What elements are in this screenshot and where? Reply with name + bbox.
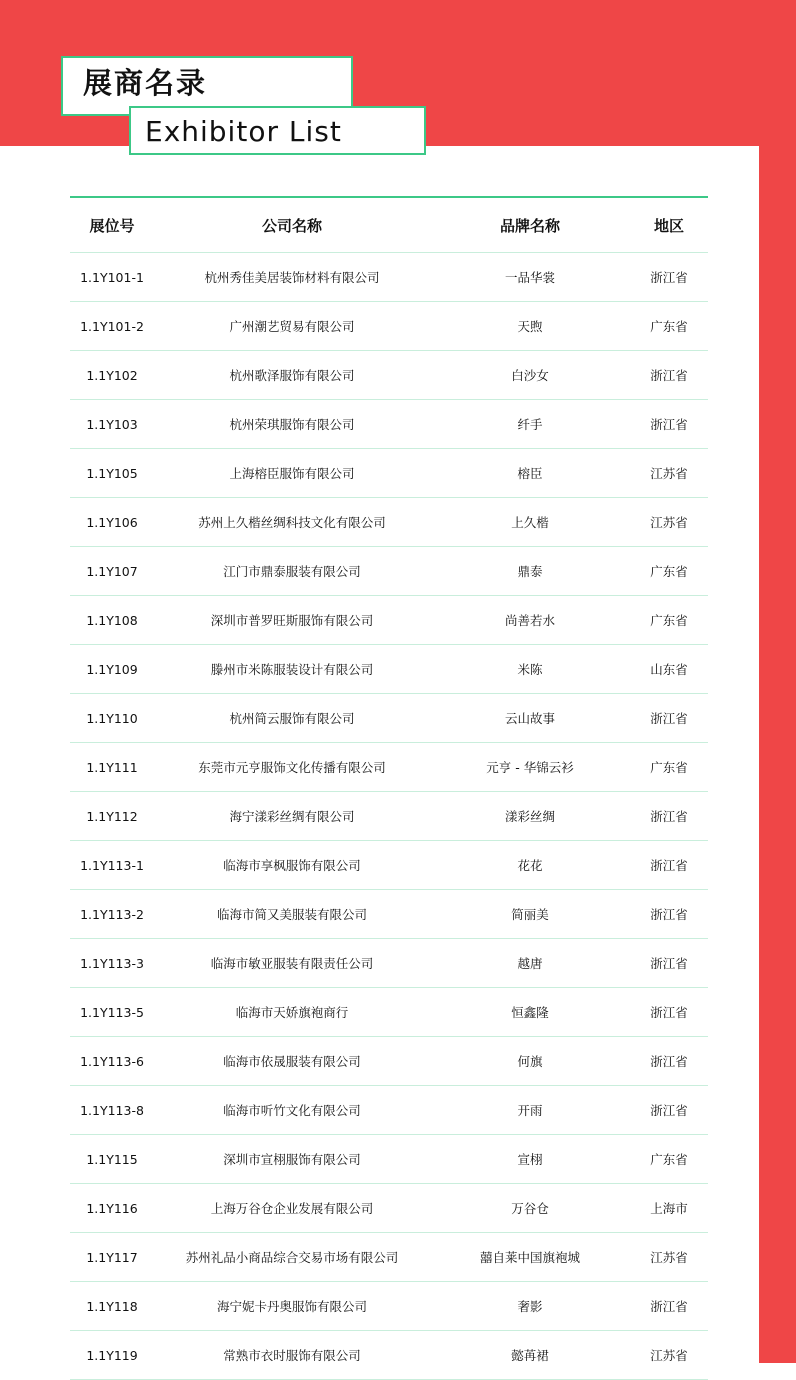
cell-region: 浙江省 — [650, 956, 688, 971]
header-booth: 展位号 — [89, 216, 135, 235]
cell-brand: 恒鑫隆 — [511, 1005, 549, 1020]
table-row — [70, 1135, 708, 1184]
cell-region: 浙江省 — [650, 809, 688, 824]
cell-company: 苏州上久楷丝绸科技文化有限公司 — [198, 515, 386, 530]
cell-brand: 鼎泰 — [517, 564, 543, 579]
table-row — [70, 351, 708, 400]
cell-company: 临海市天娇旗袍商行 — [235, 1005, 349, 1020]
cell-company: 滕州市米陈服装设计有限公司 — [210, 662, 374, 677]
cell-region: 广东省 — [650, 1152, 688, 1167]
cell-company: 临海市敏亚服装有限责任公司 — [210, 956, 374, 971]
cell-company: 海宁妮卡丹奥服饰有限公司 — [216, 1299, 367, 1314]
table-row — [70, 939, 708, 988]
cell-booth: 1.1Y107 — [86, 563, 138, 579]
table-row — [70, 645, 708, 694]
cell-region: 广东省 — [650, 319, 688, 334]
header-region: 地区 — [653, 216, 684, 235]
cell-company: 广州潮艺贸易有限公司 — [229, 319, 355, 334]
cell-region: 广东省 — [650, 564, 688, 579]
cell-booth: 1.1Y106 — [86, 514, 138, 530]
cell-region: 浙江省 — [650, 368, 688, 383]
cell-region: 浙江省 — [650, 858, 688, 873]
cell-booth: 1.1Y102 — [86, 367, 138, 383]
cell-brand: 一品华裳 — [504, 270, 555, 285]
cell-region: 浙江省 — [650, 270, 688, 285]
cell-brand: 上久楷 — [511, 515, 549, 530]
cell-region: 浙江省 — [650, 1299, 688, 1314]
cell-booth: 1.1Y109 — [86, 661, 138, 677]
table-row — [70, 694, 708, 743]
cell-company: 临海市依晟服装有限公司 — [223, 1054, 361, 1069]
cell-booth: 1.1Y108 — [86, 612, 138, 628]
cell-booth: 1.1Y116 — [86, 1200, 138, 1216]
cell-company: 临海市简又美服装有限公司 — [216, 907, 367, 922]
cell-company: 深圳市普罗旺斯服饰有限公司 — [210, 613, 374, 628]
cell-region: 浙江省 — [650, 417, 688, 432]
cell-brand: 漾彩丝绸 — [504, 809, 555, 824]
cell-booth: 1.1Y113-6 — [80, 1053, 144, 1069]
cell-brand: 越唐 — [517, 956, 543, 971]
header-brand: 品牌名称 — [499, 216, 560, 235]
cell-booth: 1.1Y101-1 — [80, 269, 144, 285]
cell-booth: 1.1Y119 — [86, 1347, 138, 1363]
cell-brand: 简丽美 — [511, 907, 549, 922]
table-row — [70, 400, 708, 449]
table-row — [70, 547, 708, 596]
cell-company: 上海万谷仓企业发展有限公司 — [210, 1201, 374, 1216]
cell-region: 江苏省 — [650, 466, 688, 481]
table-row — [70, 1331, 708, 1380]
cell-region: 广东省 — [650, 760, 688, 775]
cell-booth: 1.1Y118 — [86, 1298, 138, 1314]
cell-region: 浙江省 — [650, 1005, 688, 1020]
table-row — [70, 1086, 708, 1135]
table-row — [70, 1184, 708, 1233]
cell-region: 上海市 — [650, 1201, 688, 1216]
cell-company: 杭州歌泽服饰有限公司 — [229, 368, 355, 383]
cell-booth: 1.1Y115 — [86, 1151, 138, 1167]
cell-booth: 1.1Y112 — [86, 808, 138, 824]
table-row — [70, 792, 708, 841]
cell-booth: 1.1Y105 — [86, 465, 138, 481]
cell-brand: 白沙女 — [511, 368, 549, 383]
cell-region: 浙江省 — [650, 1054, 688, 1069]
table-row — [70, 302, 708, 351]
cell-company: 常熟市衣时服饰有限公司 — [223, 1348, 361, 1363]
cell-booth: 1.1Y117 — [86, 1249, 138, 1265]
table-row — [70, 498, 708, 547]
cell-brand: 囍自莱中国旗袍城 — [479, 1250, 580, 1265]
cell-brand: 米陈 — [517, 662, 543, 677]
table-row — [70, 890, 708, 939]
cell-brand: 奢影 — [517, 1299, 543, 1314]
table-row — [70, 743, 708, 792]
table-row — [70, 1037, 708, 1086]
table-row — [70, 841, 708, 890]
cell-company: 东莞市元亨服饰文化传播有限公司 — [198, 760, 386, 775]
cell-region: 江苏省 — [650, 515, 688, 530]
header-company: 公司名称 — [261, 216, 322, 235]
cell-brand: 尚善若水 — [504, 613, 555, 628]
cell-booth: 1.1Y113-3 — [80, 955, 144, 971]
cell-region: 浙江省 — [650, 1103, 688, 1118]
cell-booth: 1.1Y111 — [86, 759, 138, 775]
cell-brand: 何旗 — [517, 1054, 543, 1069]
cell-brand: 元亨 - 华锦云衫 — [486, 760, 574, 775]
cell-region: 江苏省 — [650, 1250, 688, 1265]
cell-region: 浙江省 — [650, 711, 688, 726]
cell-company: 深圳市宣栩服饰有限公司 — [223, 1152, 361, 1167]
cell-brand: 榕臣 — [517, 466, 543, 481]
table-header-row — [70, 198, 708, 253]
cell-booth: 1.1Y113-5 — [80, 1004, 144, 1020]
table-row — [70, 988, 708, 1037]
cell-brand: 万谷仓 — [511, 1201, 549, 1216]
cell-brand: 纤手 — [517, 417, 543, 432]
title-chinese: 展商名录 — [61, 56, 353, 116]
cell-brand: 宣栩 — [517, 1152, 543, 1167]
table-row — [70, 596, 708, 645]
cell-company: 临海市听竹文化有限公司 — [223, 1103, 361, 1118]
table-row — [70, 253, 708, 302]
red-background-right — [759, 0, 796, 1363]
cell-company: 江门市鼎泰服装有限公司 — [223, 564, 361, 579]
cell-brand: 云山故事 — [504, 711, 555, 726]
cell-brand: 懿苒裙 — [511, 1348, 549, 1363]
cell-company: 杭州简云服饰有限公司 — [229, 711, 355, 726]
cell-booth: 1.1Y103 — [86, 416, 138, 432]
cell-booth: 1.1Y101-2 — [80, 318, 144, 334]
cell-company: 海宁漾彩丝绸有限公司 — [229, 809, 355, 824]
cell-booth: 1.1Y113-1 — [80, 857, 144, 873]
cell-company: 临海市享枫服饰有限公司 — [223, 858, 361, 873]
cell-region: 山东省 — [650, 662, 688, 677]
cell-company: 杭州荣琪服饰有限公司 — [229, 417, 355, 432]
cell-region: 江苏省 — [650, 1348, 688, 1363]
cell-booth: 1.1Y113-8 — [80, 1102, 144, 1118]
table-row — [70, 1282, 708, 1331]
cell-region: 浙江省 — [650, 907, 688, 922]
cell-brand: 天煦 — [517, 319, 543, 334]
cell-brand: 开雨 — [517, 1103, 543, 1118]
title-english: Exhibitor List — [129, 106, 426, 155]
cell-booth: 1.1Y110 — [86, 710, 138, 726]
table-row — [70, 1233, 708, 1282]
cell-company: 杭州秀佳美居装饰材料有限公司 — [204, 270, 380, 285]
cell-company: 上海榕臣服饰有限公司 — [229, 466, 355, 481]
cell-company: 苏州礼品小商品综合交易市场有限公司 — [185, 1250, 399, 1265]
cell-booth: 1.1Y113-2 — [80, 906, 144, 922]
cell-region: 广东省 — [650, 613, 688, 628]
cell-brand: 花花 — [517, 858, 543, 873]
table-row — [70, 449, 708, 498]
exhibitor-table — [70, 196, 708, 1380]
